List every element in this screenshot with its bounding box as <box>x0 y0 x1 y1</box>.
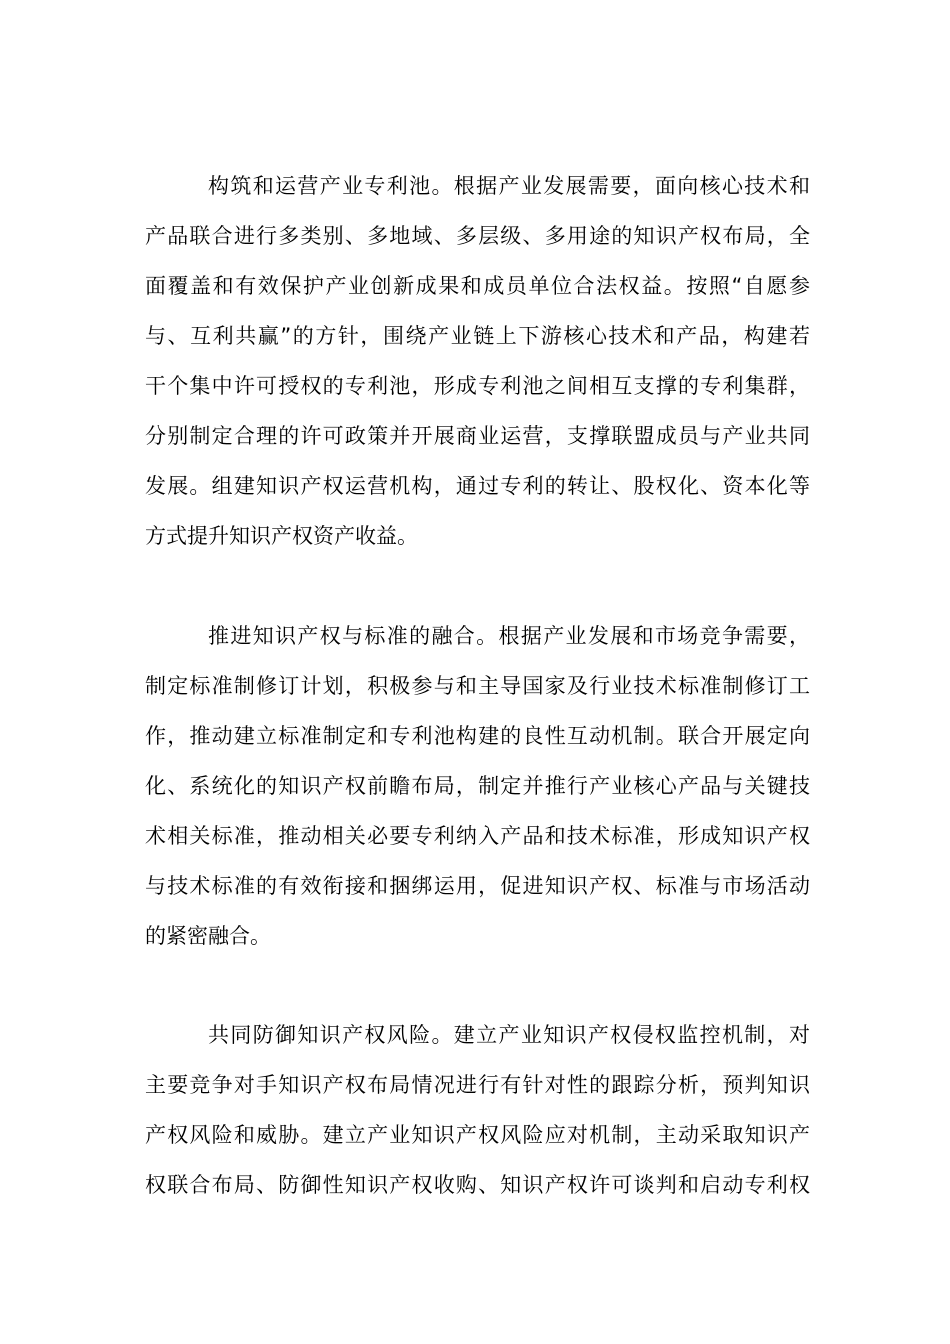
paragraph-line: 作，推动建立标准制定和专利池构建的良性互动机制。联合开展定向 <box>145 724 810 748</box>
paragraph-line: 与、互利共赢”的方针，围绕产业链上下游核心技术和产品，构建若 <box>145 324 810 348</box>
paragraph-line: 分别制定合理的许可政策并开展商业运营，支撑联盟成员与产业共同 <box>145 424 810 448</box>
paragraph-line: 术相关标准，推动相关必要专利纳入产品和技术标准，形成知识产权 <box>145 824 810 848</box>
paragraph-ip-risk <box>145 1010 810 1210</box>
paragraph-line: 化、系统化的知识产权前瞻布局，制定并推行产业核心产品与关键技 <box>145 774 810 798</box>
paragraph-ip-standards <box>145 611 810 961</box>
paragraph-line: 发展。组建知识产权运营机构，通过专利的转让、股权化、资本化等 <box>145 474 810 498</box>
paragraph-line: 的紧密融合。 <box>145 924 271 948</box>
paragraph-line: 面覆盖和有效保护产业创新成果和成员单位合法权益。按照“自愿参 <box>145 274 810 298</box>
paragraph-line: 产权风险和威胁。建立产业知识产权风险应对机制，主动采取知识产 <box>145 1123 810 1147</box>
paragraph-line: 与技术标准的有效衔接和捆绑运用，促进知识产权、标准与市场活动 <box>145 874 810 898</box>
paragraph-line: 主要竞争对手知识产权布局情况进行有针对性的跟踪分析，预判知识 <box>145 1073 810 1097</box>
paragraph-line: 产品联合进行多类别、多地域、多层级、多用途的知识产权布局，全 <box>145 224 810 248</box>
paragraph-patent-pool <box>145 161 810 561</box>
paragraph-line: 推进知识产权与标准的融合。根据产业发展和市场竞争需要， <box>208 624 810 648</box>
paragraph-line: 制定标准制修订计划，积极参与和主导国家及行业技术标准制修订工 <box>145 674 810 698</box>
paragraph-line: 方式提升知识产权资产收益。 <box>145 524 418 548</box>
paragraph-line: 共同防御知识产权风险。建立产业知识产权侵权监控机制，对 <box>208 1023 810 1047</box>
paragraph-line: 构筑和运营产业专利池。根据产业发展需要，面向核心技术和 <box>208 174 810 198</box>
paragraph-line: 权联合布局、防御性知识产权收购、知识产权许可谈判和启动专利权 <box>145 1173 810 1197</box>
paragraph-line: 干个集中许可授权的专利池，形成专利池之间相互支撑的专利集群， <box>145 374 810 398</box>
